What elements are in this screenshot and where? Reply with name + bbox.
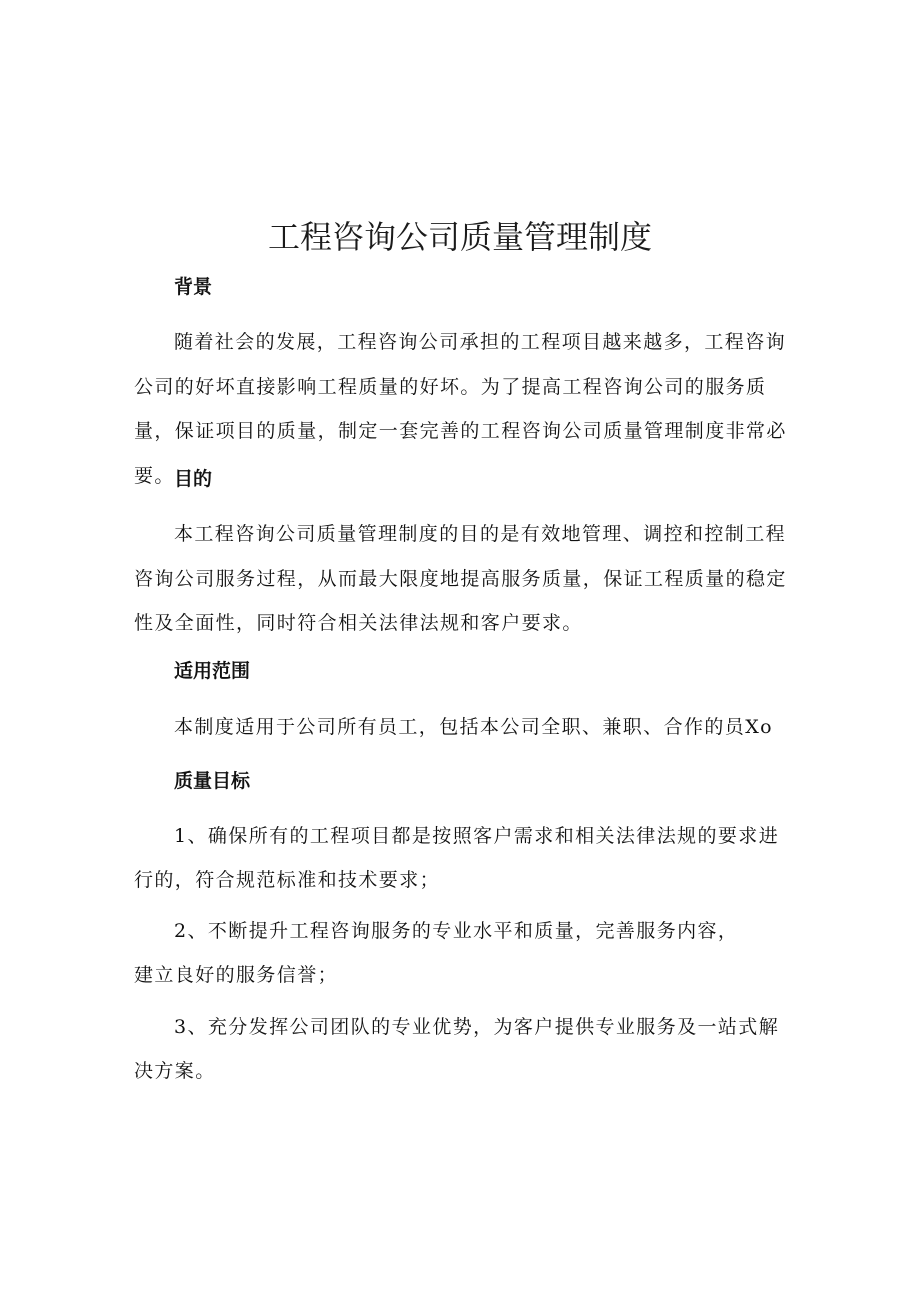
section-text-scope: 本制度适用于公司所有员工，包括本公司全职、兼职、合作的员Xo <box>174 716 773 738</box>
quality-goal-item: 1、确保所有的工程项目都是按照客户需求和相关法律法规的要求进行的，符合规范标准和技术要求； <box>134 825 780 891</box>
quality-goal-item: 3、充分发挥公司团队的专业优势，为客户提供专业服务及一站式解决方案。 <box>134 1016 780 1082</box>
document-title: 工程咨询公司质量管理制度 <box>267 218 652 256</box>
section-text-background: 随着社会的发展，工程咨询公司承担的工程项目越来越多，工程咨询公司的好坏直接影响工程质量的好坏。为了提高工程咨询公司的服务质量，保证项目的质量，制定一套完善的工程咨询公司质量管理制度非常必要。 <box>134 331 787 487</box>
quality-goal-item: 2、不断提升工程咨询服务的专业水平和质量，完善服务内容，建立良好的服务信誉； <box>134 920 739 986</box>
section-heading-purpose: 目的 <box>174 468 213 490</box>
section-text-purpose: 本工程咨询公司质量管理制度的目的是有效地管理、调控和控制工程咨询公司服务过程，从而最大限度地提高服务质量，保证工程质量的稳定性及全面性，同时符合相关法律法规和客户要求。 <box>134 523 787 634</box>
section-heading-background: 背景 <box>174 276 213 298</box>
section-heading-quality-goals: 质量目标 <box>174 770 251 792</box>
section-heading-scope: 适用范围 <box>174 660 251 682</box>
